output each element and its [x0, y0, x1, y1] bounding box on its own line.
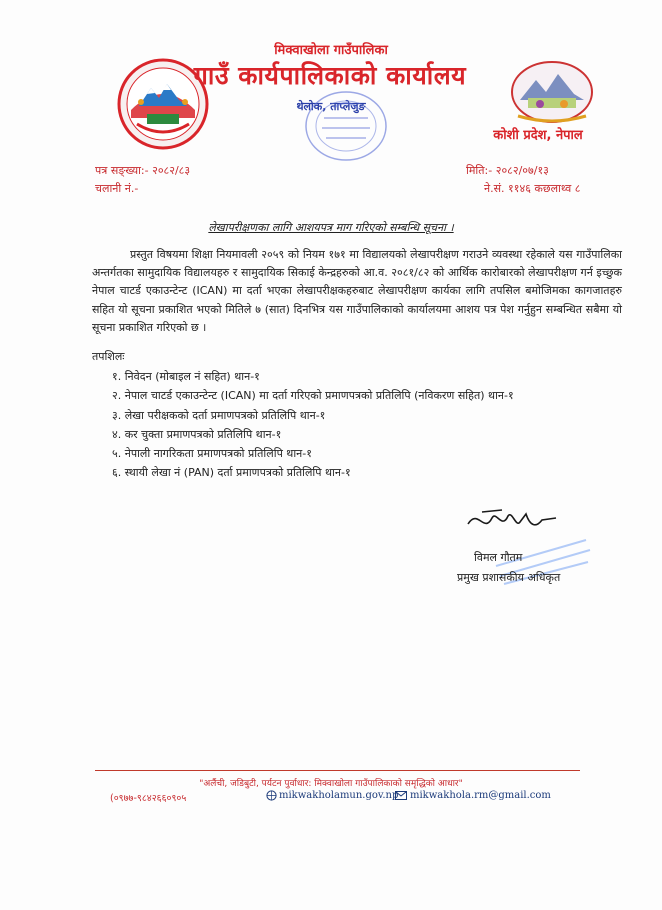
reference-number: पत्र सङ्ख्या:- २०८२/८३ — [95, 164, 191, 177]
email-text: mikwakhola.rm@gmail.com — [410, 790, 551, 801]
footer-phone: (०९७७-९८४२६६०९०५ — [110, 793, 187, 804]
province-address: कोशी प्रदेश, नेपाल — [493, 128, 583, 143]
list-item: ३. लेखा परीक्षकको दर्ता प्रमाणपत्रको प्रतिलिपि थान-१ — [112, 408, 326, 422]
municipality-name: मिक्वाखोला गाउँपालिका — [274, 43, 388, 58]
footer-website[interactable] — [266, 790, 398, 801]
list-item: १. निवेदन (मोबाइल नं सहित) थान-१ — [112, 370, 260, 383]
office-stamp — [300, 88, 392, 164]
website-text: mikwakholamun.gov.np — [279, 790, 399, 801]
notice-body: प्रस्तुत विषयमा शिक्षा नियमावली २०५९ को नियम १७१ मा विद्यालयको लेखापरीक्षण गराउने व्यवस्था रहेकाले यस गाउँपालिका अन्तर्गतका सामुदायिक विद्यालयहरु र सामुदायिक सिकाई केन्द्रहरुको आ.व. २०८१/८२ को आर्थिक कारोबारको लेखापरीक्षण गर्न इच्छुक नेपाल चाटर्ड एकाउन्टेन्ट (ICAN) मा दर्ता भएका लेखापरीक्षकहरुबाट लेखापरीक्षण कार्यका लागि तपसिल बमोजिमका कागजातहरु सहित यो सूचना प्रकाशित भएको मितिले ७ (सात) दिनभित्र यस गाउँपालिकाको कार्यालयमा आशय पत्र पेश गर्नुहुन सम्बन्धित सबैमा यो सूचना प्रकाशित गरिएको छ । — [92, 248, 622, 334]
office-title: गाउँ कार्यपालिकाको कार्यालय — [193, 61, 467, 90]
signatory-role: प्रमुख प्रशासकीय अधिकृत — [457, 571, 561, 584]
letter-date: मिति:- २०८२/०७/१३ — [466, 164, 549, 177]
nepal-sambat-date: ने.सं. ११४६ कछलाथ्व ८ — [484, 182, 581, 195]
district-address: थेलोक, ताप्लेजुङ — [296, 100, 366, 113]
footer-slogan: "अलैंची, जडिबुटी, पर्यटन पुर्वाधार: मिक्वाखोला गाउँपालिकाको समृद्धिको आधार" — [199, 779, 463, 789]
municipality-logo — [510, 60, 594, 124]
footer-email[interactable] — [395, 790, 551, 801]
globe-icon — [266, 790, 277, 801]
mail-icon — [395, 791, 407, 800]
list-item: ५. नेपाली नागरिकता प्रमाणपत्रको प्रतिलिपि थान-१ — [112, 447, 312, 461]
signatory-name: विमल गौतम — [474, 551, 523, 564]
details-label: तपशिलः — [92, 350, 125, 363]
list-item: ४. कर चुक्ता प्रमाणपत्रको प्रतिलिपि थान-१ — [112, 427, 282, 441]
list-item: २. नेपाल चाटर्ड एकाउन्टेन्ट (ICAN) मा दर्ता गरिएको प्रमाणपत्रको प्रतिलिपि (नविकरण सहित) थान-१ — [112, 389, 514, 403]
list-item: ६. स्थायी लेखा नं (PAN) दर्ता प्रमाणपत्रको प्रतिलिपि थान-१ — [112, 466, 351, 480]
required-documents-list — [112, 367, 514, 483]
notice-title: लेखापरीक्षणका लागि आशयपत्र माग गरिएको सम्बन्धि सूचना । — [208, 221, 454, 234]
dispatch-number: चलानी नं.- — [95, 182, 139, 195]
footer-divider — [95, 770, 580, 771]
